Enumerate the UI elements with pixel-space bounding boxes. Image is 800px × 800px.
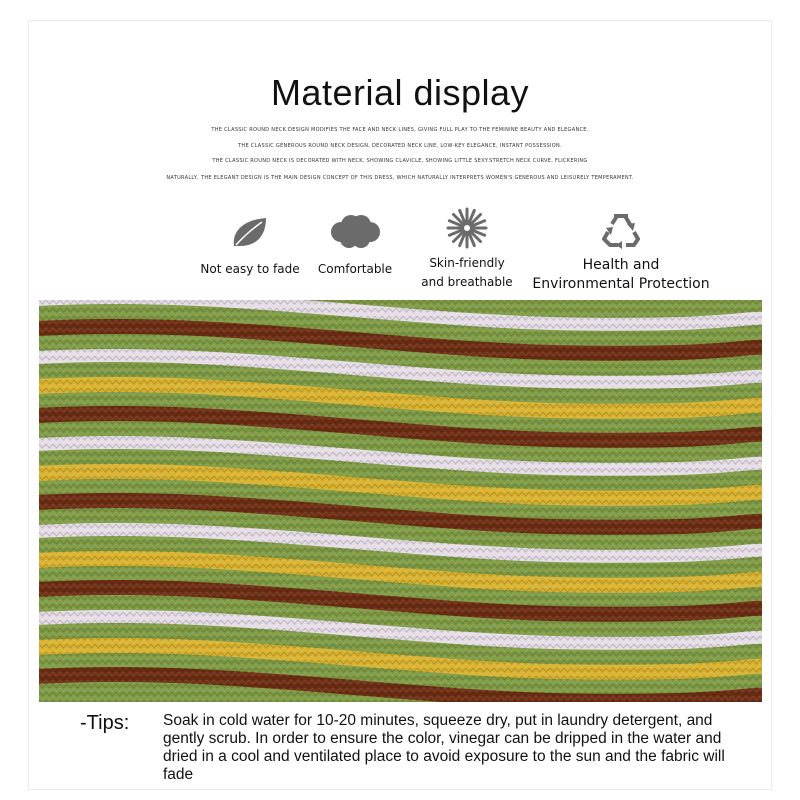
feature-label-line-2: Environmental Protection [532,276,710,292]
feature-label-line-2: and breathable [421,275,513,289]
tips-heading: -Tips: [80,712,130,734]
description-line-2: THE CLASSIC GENEROUS ROUND NECK DESIGN, DECORATED NECK LINE, LOW-KEY ELEGANCE, INSTANT POSSESSION. [238,143,562,149]
page-title: Material display [270,72,530,113]
description-line-3: THE CLASSIC ROUND NECK IS DECORATED WITH NECK, SHOWING CLAVICLE, SHOWING LITTLE SEXY.STRETCH NECK CURVE, FLICKERING [212,158,588,164]
tips-body: Soak in cold water for 10-20 minutes, squeeze dry, put in laundry detergent, and gently scrub. In order to ensure the color, vinegar can be dripped in the water and dried in a cool and ventilated place to avoid exposure to the sun and the fabric will fade [163,712,725,783]
recycle-icon [521,208,721,252]
fabric-photo [39,300,762,702]
feature-label-line-1: Health and [582,257,660,273]
description-line-4: NATURALLY, THE ELEGANT DESIGN IS THE MAIN DESIGN CONCEPT OF THIS DRESS, WHICH NATURALLY INTERPRETS WOMEN'S GENEROUS AND LEISURELY TEMPERAMENT. [166,175,634,181]
feature-label: Not easy to fade [200,262,300,276]
description-line-1: THE CLASSIC ROUND NECK DESIGN MODIFIES THE FACE AND NECK LINES, GIVING FULL PLAY TO THE FEMININE BEAUTY AND ELEGANCE. [211,127,589,133]
feature-label: Comfortable [317,262,393,276]
feature-label-line-1: Skin-friendly [429,256,505,270]
feature-health-environmental [521,208,721,294]
striped-knit-fabric [39,300,762,702]
